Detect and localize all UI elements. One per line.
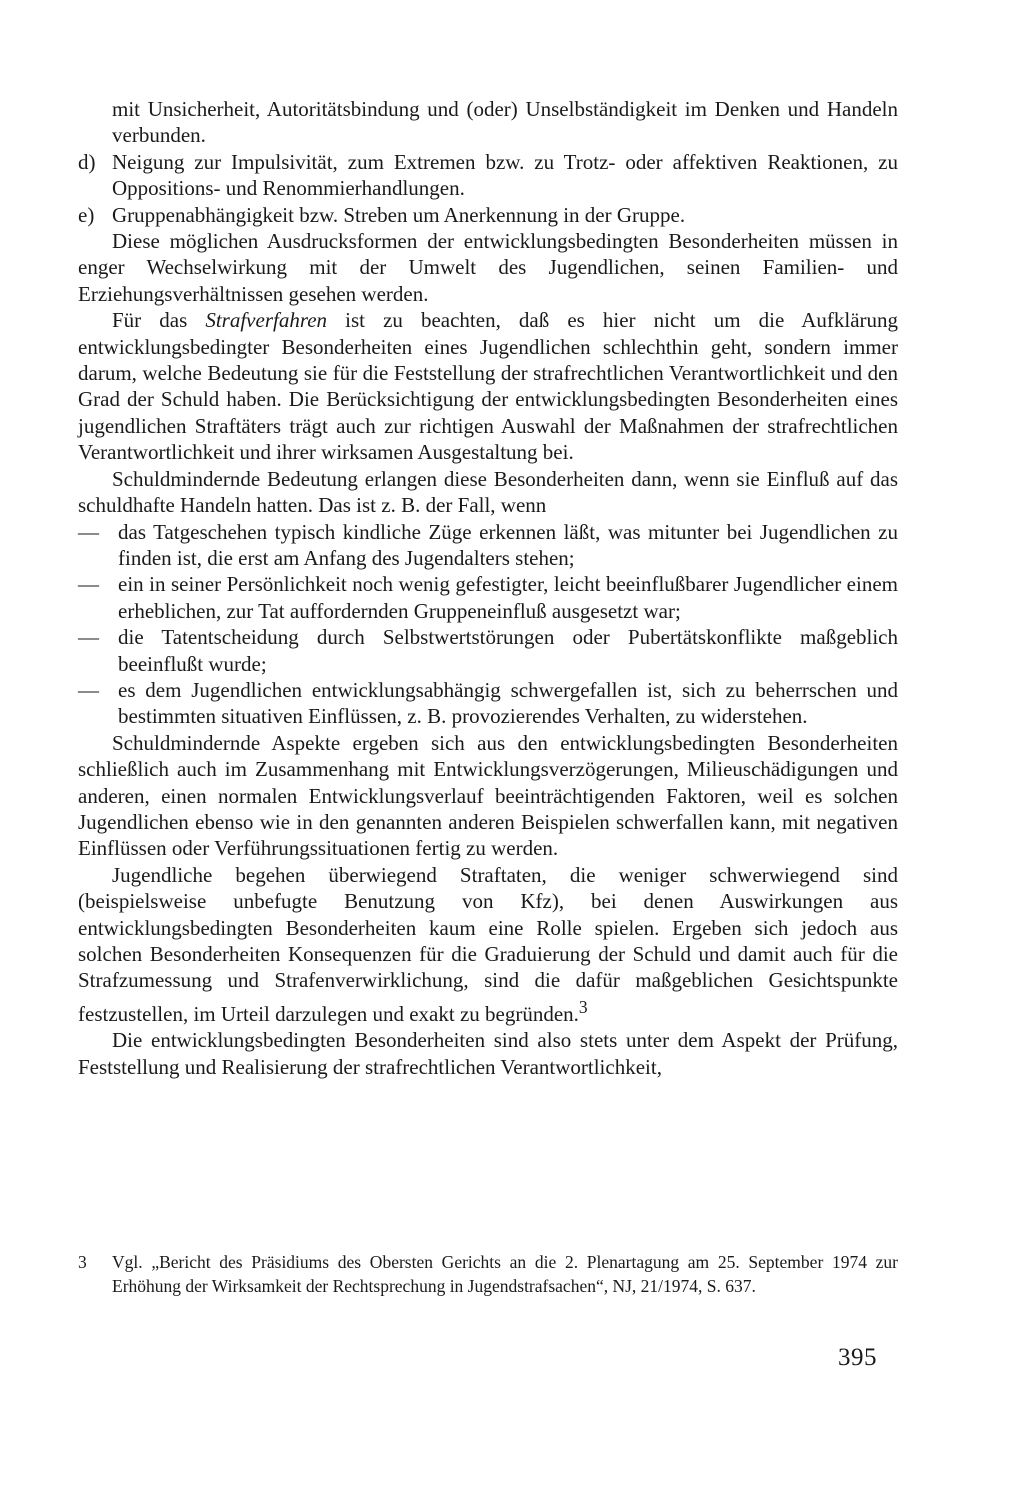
dash-marker: — [78,677,99,702]
body-text [78,96,898,1080]
dash-item-3 [78,624,898,677]
paragraph-2-rest: ist zu beachten, daß es hier nicht um die Aufklärung entwicklungsbedingter Besonderheiten eines Jugendlichen schlechthin geht, sondern immer darum, welche Bedeutung sie für die Feststellung der strafrechtlichen Verantwortlichkeit und den Grad der Schuld haben. Die Berücksichtigung der entwicklungsbedingten Besonderheiten eines jugendlichen Straftäters trägt auch zur richtigen Auswahl der Maßnahmen der strafrechtlichen Verantwortlichkeit und ihrer wirksamen Ausgestaltung bei. [78,308,899,465]
dash-item-text: die Tatentscheidung durch Selbstwertstörungen oder Pubertätskonflikte maßgeblich beeinflußt wurde; [118,625,898,676]
dash-item-4 [78,677,898,730]
paragraph-5-text: Jugendliche begehen überwiegend Straftaten, die weniger schwerwiegend sind (beispielsweise unbefugte Benutzung von Kfz), bei denen Auswirkungen aus entwicklungsbedingten Besonderheiten kaum eine Rolle spielen. Ergeben sich jedoch aus solchen Besonderheiten Konsequenzen für die Graduierung der Schuld und damit auch für die Strafzumessung und Strafenverwirklichung, sind die dafür maßgeblichen Gesichtspunkte festzustellen, im Urteil darzulegen und exakt zu begründen. [78,862,898,1026]
list-item-d [78,149,898,202]
footnote [78,1250,898,1298]
paragraph-2 [78,307,898,465]
list-item-text: Gruppenabhängigkeit bzw. Streben um Anerkennung in der Gruppe. [112,202,686,227]
list-continuation: mit Unsicherheit, Autoritätsbindung und (oder) Unselbständigkeit im Denken und Handeln verbunden. [112,97,898,148]
dash-item-text: ein in seiner Persönlichkeit noch wenig gefestigter, leicht beeinflußbarer Jugendlicher einem erheblichen, zur Tat auffordernden Gruppeneinfluß ausgesetzt war; [118,572,898,623]
list-item-e [78,202,898,228]
paragraph-4: Schuldmindernde Aspekte ergeben sich aus den entwicklungsbedingten Besonderheiten schließlich auch im Zusammenhang mit Entwicklungsverzögerungen, Milieuschädigungen und anderen, einen normalen Entwicklungsverlauf beeinträchtigenden Faktoren, weil es solchen Jugendlichen ebenso wie in den genannten anderen Beispielen schwerfallen kann, mit negativen Einflüssen oder Verführungssituationen fertig zu werden. [78,730,898,861]
dash-marker: — [78,625,99,650]
footnote-reference[interactable]: 3 [578,996,588,1017]
dash-item-text: es dem Jugendlichen entwicklungsabhängig schwergefallen ist, sich zu beherrschen und bestimmten situativen Einflüssen, z. B. provozierendes Verhalten, zu widerstehen. [118,677,898,729]
footnote-number: 3 [78,1252,87,1272]
footnote-text: Vgl. „Bericht des Präsidiums des Obersten Gerichts an die 2. Plenartagung am 25. September 1974 zur Erhöhung der Wirksamkeit der Rechtsprechung in Jugendstrafsachen“, NJ, 21/1974, S. 637. [112,1252,898,1296]
paragraph-2-emphasis: Strafverfahren [205,308,328,333]
list-item-text: Neigung zur Impulsivität, zum Extremen bzw. zu Trotz- oder affektiven Reaktionen, zu Oppositions- und Renommierhandlungen. [112,149,898,201]
dash-item-2 [78,571,898,624]
paragraph-5 [78,862,898,1027]
paragraph-2-lead: Für das [112,308,206,333]
list-marker: d) [78,149,96,174]
list-marker: e) [78,202,95,227]
paragraph-1: Diese möglichen Ausdrucksformen der entwicklungsbedingten Besonderheiten müssen in enger Wechselwirkung mit der Umwelt des Jugendlichen, seinen Familien- und Erziehungsverhältnissen gesehen werden. [78,229,898,306]
page-number: 395 [838,1344,877,1371]
dash-item-text: das Tatgeschehen typisch kindliche Züge erkennen läßt, was mitunter bei Jugendlichen zu finden ist, die erst am Anfang des Jugendalters stehen; [118,519,898,570]
dash-marker: — [78,519,99,544]
paragraph-6: Die entwicklungsbedingten Besonderheiten sind also stets unter dem Aspekt der Prüfung, Feststellung und Realisierung der strafrechtlichen Verantwortlichkeit, [78,1028,898,1079]
dash-item-1 [78,519,898,572]
paragraph-3: Schuldmindernde Bedeutung erlangen diese Besonderheiten dann, wenn sie Einfluß auf das schuldhafte Handeln hatten. Das ist z. B. der Fall, wenn [78,466,898,518]
dash-marker: — [78,572,99,597]
footnote-item [78,1250,898,1298]
